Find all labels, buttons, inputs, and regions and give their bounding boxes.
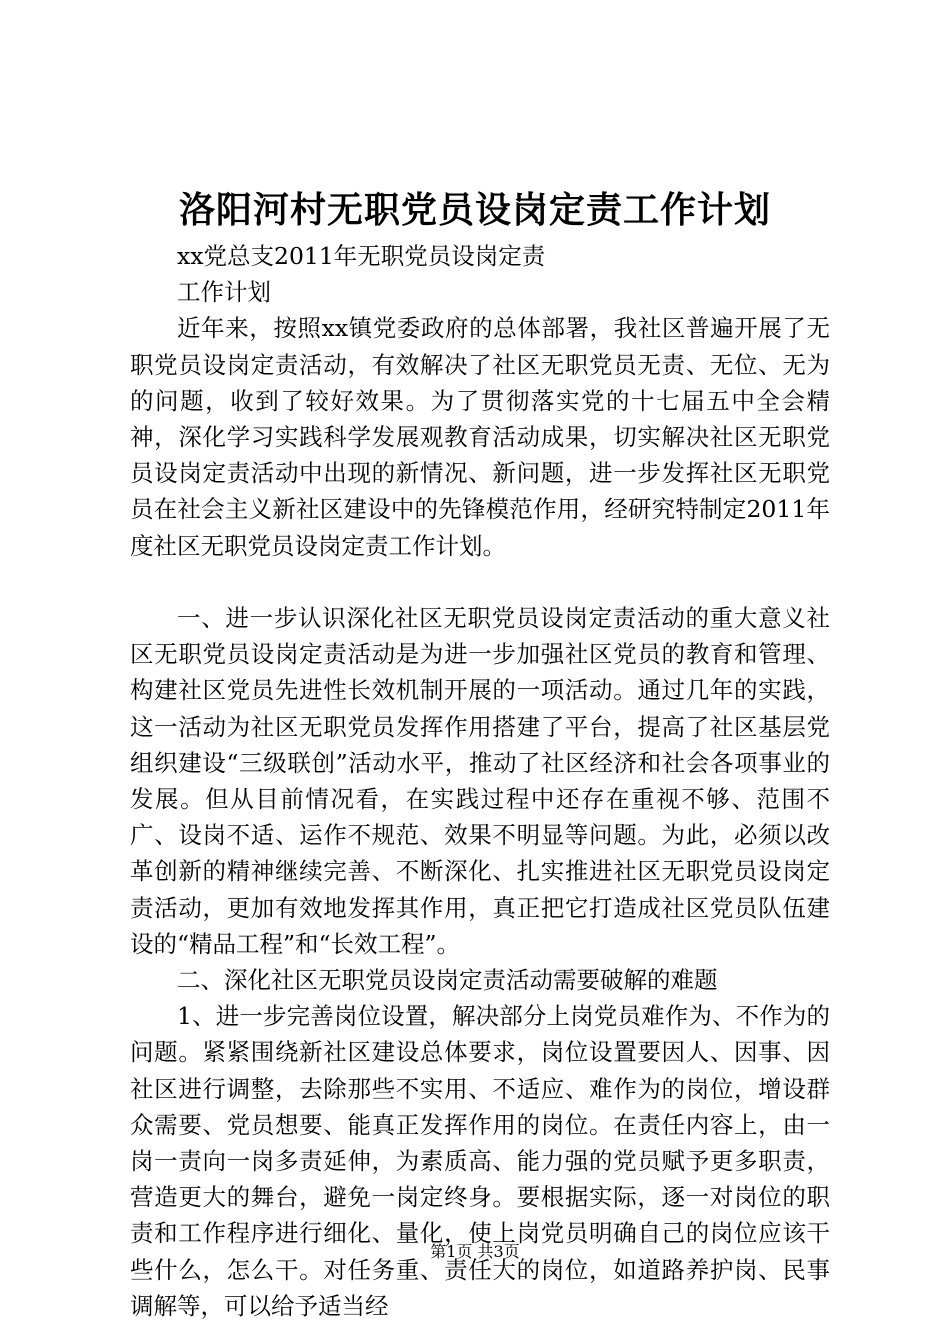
subtitle-line-1: xx党总支2011年无职党员设岗定责 xyxy=(177,242,546,270)
paragraph-gap xyxy=(130,564,830,600)
section-heading-2: 二、深化社区无职党员设岗定责活动需要破解的难题 xyxy=(177,966,718,995)
paragraph-section-1: 一、进一步认识深化社区无职党员设岗定责活动的重大意义社区无职党员设岗定责活动是为进一步加强社区党员的教育和管理、构建社区党员先进性长效机制开展的一项活动。通过几年的实践，这一活动为社区无职党员发挥作用搭建了平台，提高了社区基层党组织建设“三级联创”活动水平，推动了社区经济和社会各项事业的发展。但从目前情况看，在实践过程中还存在重视不够、范围不广、设岗不适、运作不规范、效果不明显等问题。为此，必须以改革创新的精神继续完善、不断深化、扎实推进社区无职党员设岗定责活动，更加有效地发挥其作用，真正把它打造成社区党员队伍建设的“精品工程”和“长效工程”。 xyxy=(130,604,830,958)
page-footer: 第1页 共3页 xyxy=(430,1242,520,1261)
paragraph-item-1: 1、进一步完善岗位设置，解决部分上岗党员难作为、不作为的问题。紧紧围绕新社区建设总体要求，岗位设置要因人、因事、因社区进行调整，去除那些不实用、不适应、难作为的岗位，增设群众需要、党员想要、能真正发挥作用的岗位。在责任内容上，由一岗一责向一岗多责延伸，为素质高、能力强的党员赋予更多职责，营造更大的舞台，避免一岗定终身。要根据实际，逐一对岗位的职责和工作程序进行细化、量化，使上岗党员明确自己的岗位应该干些什么，怎么干。对任务重、责任大的岗位，如道路养护岗、民事调解等，可以给予适当经 xyxy=(130,1002,830,1320)
subtitle-line-2: 工作计划 xyxy=(177,278,271,307)
document-title: 洛阳河村无职党员设岗定责工作计划 xyxy=(178,189,771,231)
paragraph-intro: 近年来，按照xx镇党委政府的总体部署，我社区普遍开展了无职党员设岗定责活动，有效解决了社区无职党员无责、无位、无为的问题，收到了较好效果。为了贯彻落实党的十七届五中全会精神，深化学习实践科学发展观教育活动成果，切实解决社区无职党员设岗定责活动中出现的新情况、新问题，进一步发挥社区无职党员在社会主义新社区建设中的先锋模范作用，经研究特制定2011年度社区无职党员设岗定责工作计划。 xyxy=(130,314,830,560)
document-body xyxy=(130,238,830,1324)
